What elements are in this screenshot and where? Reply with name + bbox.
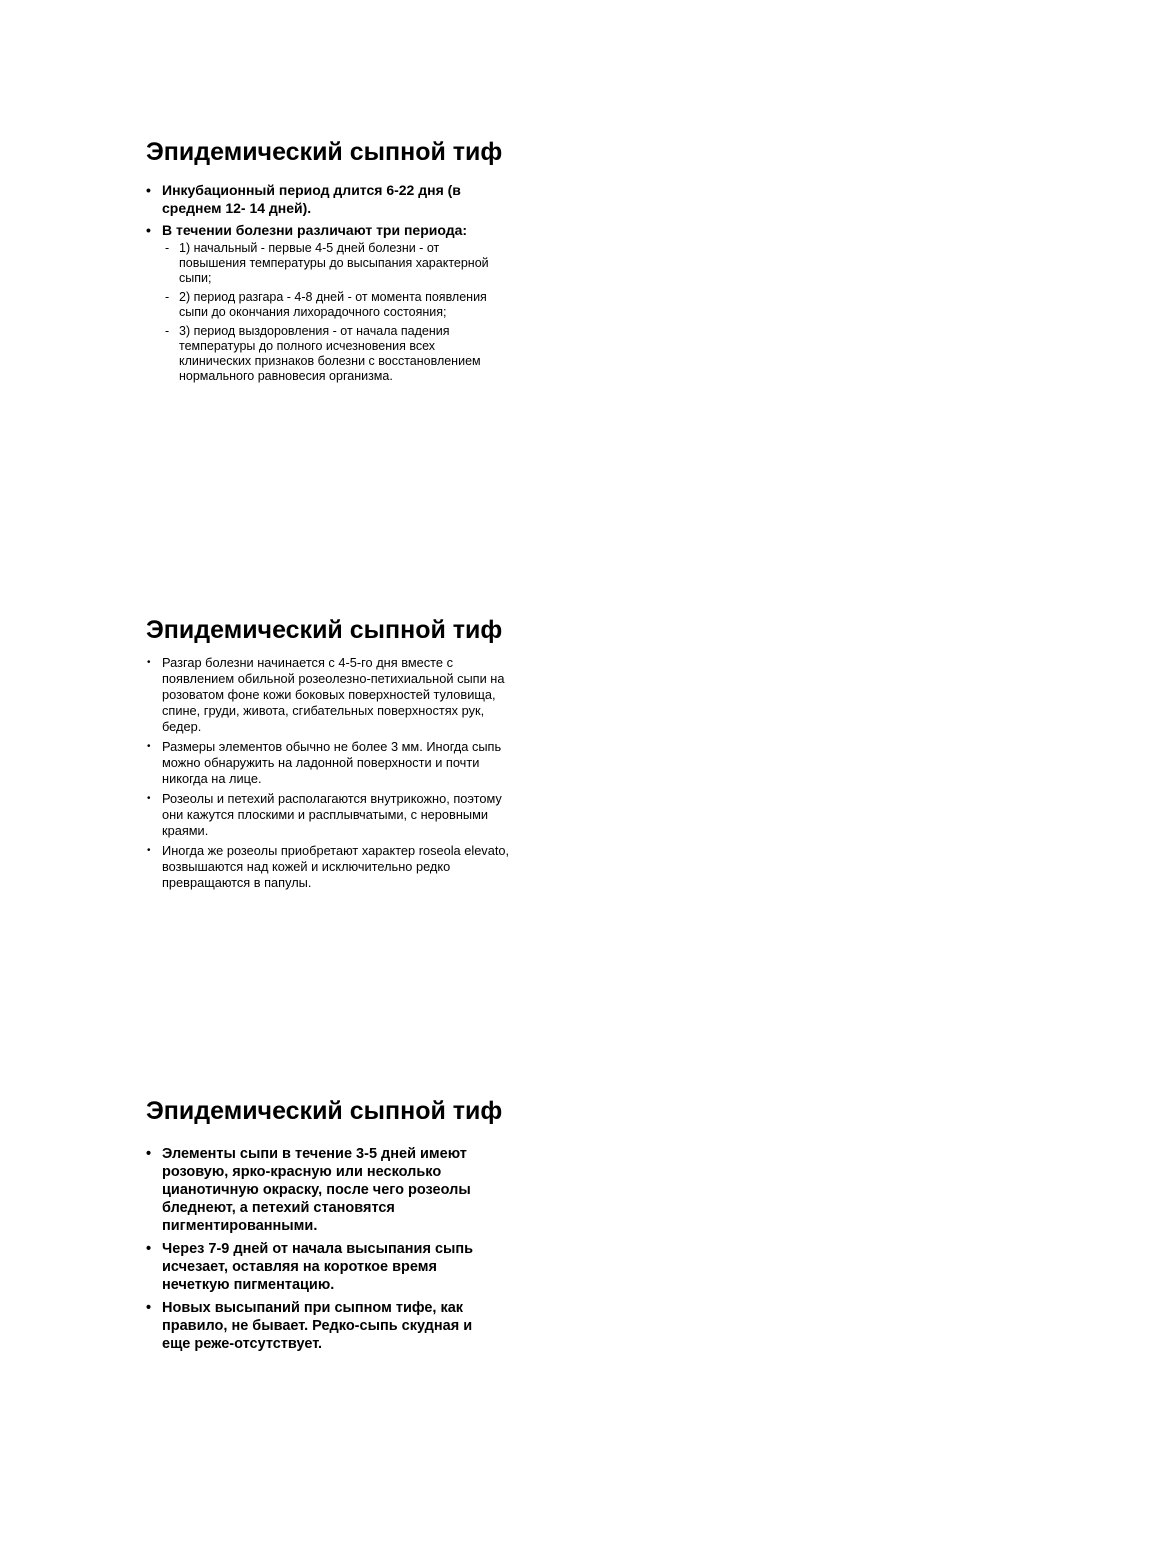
list-item (146, 1240, 498, 1294)
sub-item-text: 3) период выздоровления - от начала падения температуры до полного исчезновения всех клинических признаков болезни с восстановлением нормального равновесия организма. (179, 324, 481, 383)
slide-1 (146, 136, 526, 388)
bullet-text: Через 7-9 дней от начала высыпания сыпь исчезает, оставляя на короткое время нечеткую пигментацию. (162, 1241, 474, 1293)
bullet-marker: • (146, 182, 151, 198)
bullet-text: Розеолы и петехий располагаются внутрикожно, поэтому они кажутся плоскими и расплывчатыми, с неровными краями. (162, 791, 502, 838)
sub-list-item (162, 290, 492, 320)
dash-marker: - (165, 241, 170, 255)
sub-list-item (162, 324, 492, 384)
list-item (146, 221, 501, 384)
bullet-text: Иногда же розеолы приобретают характер roseola elevato, возвышаются над кожей и исключительно редко превращаются в папулы. (162, 843, 510, 890)
sub-item-text: 1) начальный - первые 4-5 дней болезни - от повышения температуры до высыпания характерной сыпи; (179, 241, 489, 285)
list-item (146, 1145, 498, 1235)
bullet-marker: • (146, 1300, 152, 1316)
list-item (146, 1299, 498, 1353)
slide-3 (146, 1095, 526, 1358)
bullet-text: Элементы сыпи в течение 3-5 дней имеют розовую, ярко-красную или несколько цианотичную окраску, после чего розеолы бледнеют, а петехий становятся пигментированными. (162, 1146, 471, 1234)
slide-title: Эпидемический сыпной тиф (146, 138, 503, 166)
bullet-marker: • (147, 793, 151, 804)
sub-list-item (162, 241, 492, 286)
dash-marker: - (165, 324, 170, 338)
list-item (146, 739, 518, 787)
bullet-text: Размеры элементов обычно не более 3 мм. Иногда сыпь можно обнаружить на ладонной поверхности и почти никогда на лице. (162, 739, 502, 786)
bullet-list (146, 181, 501, 384)
bullet-marker: • (146, 1146, 152, 1162)
slide-2 (146, 614, 526, 895)
bullet-list (146, 655, 518, 891)
bullet-marker: • (147, 845, 151, 856)
bullet-marker: • (146, 222, 151, 238)
list-item (146, 791, 518, 839)
bullet-text: Инкубационный период длится 6-22 дня (в среднем 12- 14 дней). (162, 182, 461, 216)
bullet-text: В течении болезни различают три периода: (162, 222, 468, 238)
list-item (146, 181, 501, 217)
sub-list (162, 241, 492, 384)
bullet-text: Новых высыпаний при сыпном тифе, как правило, не бывает. Редко-сыпь скудная и еще реже-отсутствует. (162, 1300, 473, 1352)
bullet-list (146, 1145, 498, 1353)
list-item (146, 843, 518, 891)
bullet-text: Разгар болезни начинается с 4-5-го дня вместе с появлением обильной розеолезно-петихиальной сыпи на розоватом фоне кожи боковых поверхностей туловища, спине, груди, живота, сгибательных поверхностях рук, бедер. (162, 655, 505, 734)
sub-item-text: 2) период разгара - 4-8 дней - от момента появления сыпи до окончания лихорадочного состояния; (179, 290, 487, 319)
slide-title: Эпидемический сыпной тиф (146, 616, 503, 644)
bullet-marker: • (147, 657, 151, 668)
bullet-marker: • (147, 741, 151, 752)
list-item (146, 655, 518, 735)
bullet-marker: • (146, 1241, 152, 1257)
dash-marker: - (165, 290, 170, 304)
slide-title: Эпидемический сыпной тиф (146, 1097, 503, 1125)
